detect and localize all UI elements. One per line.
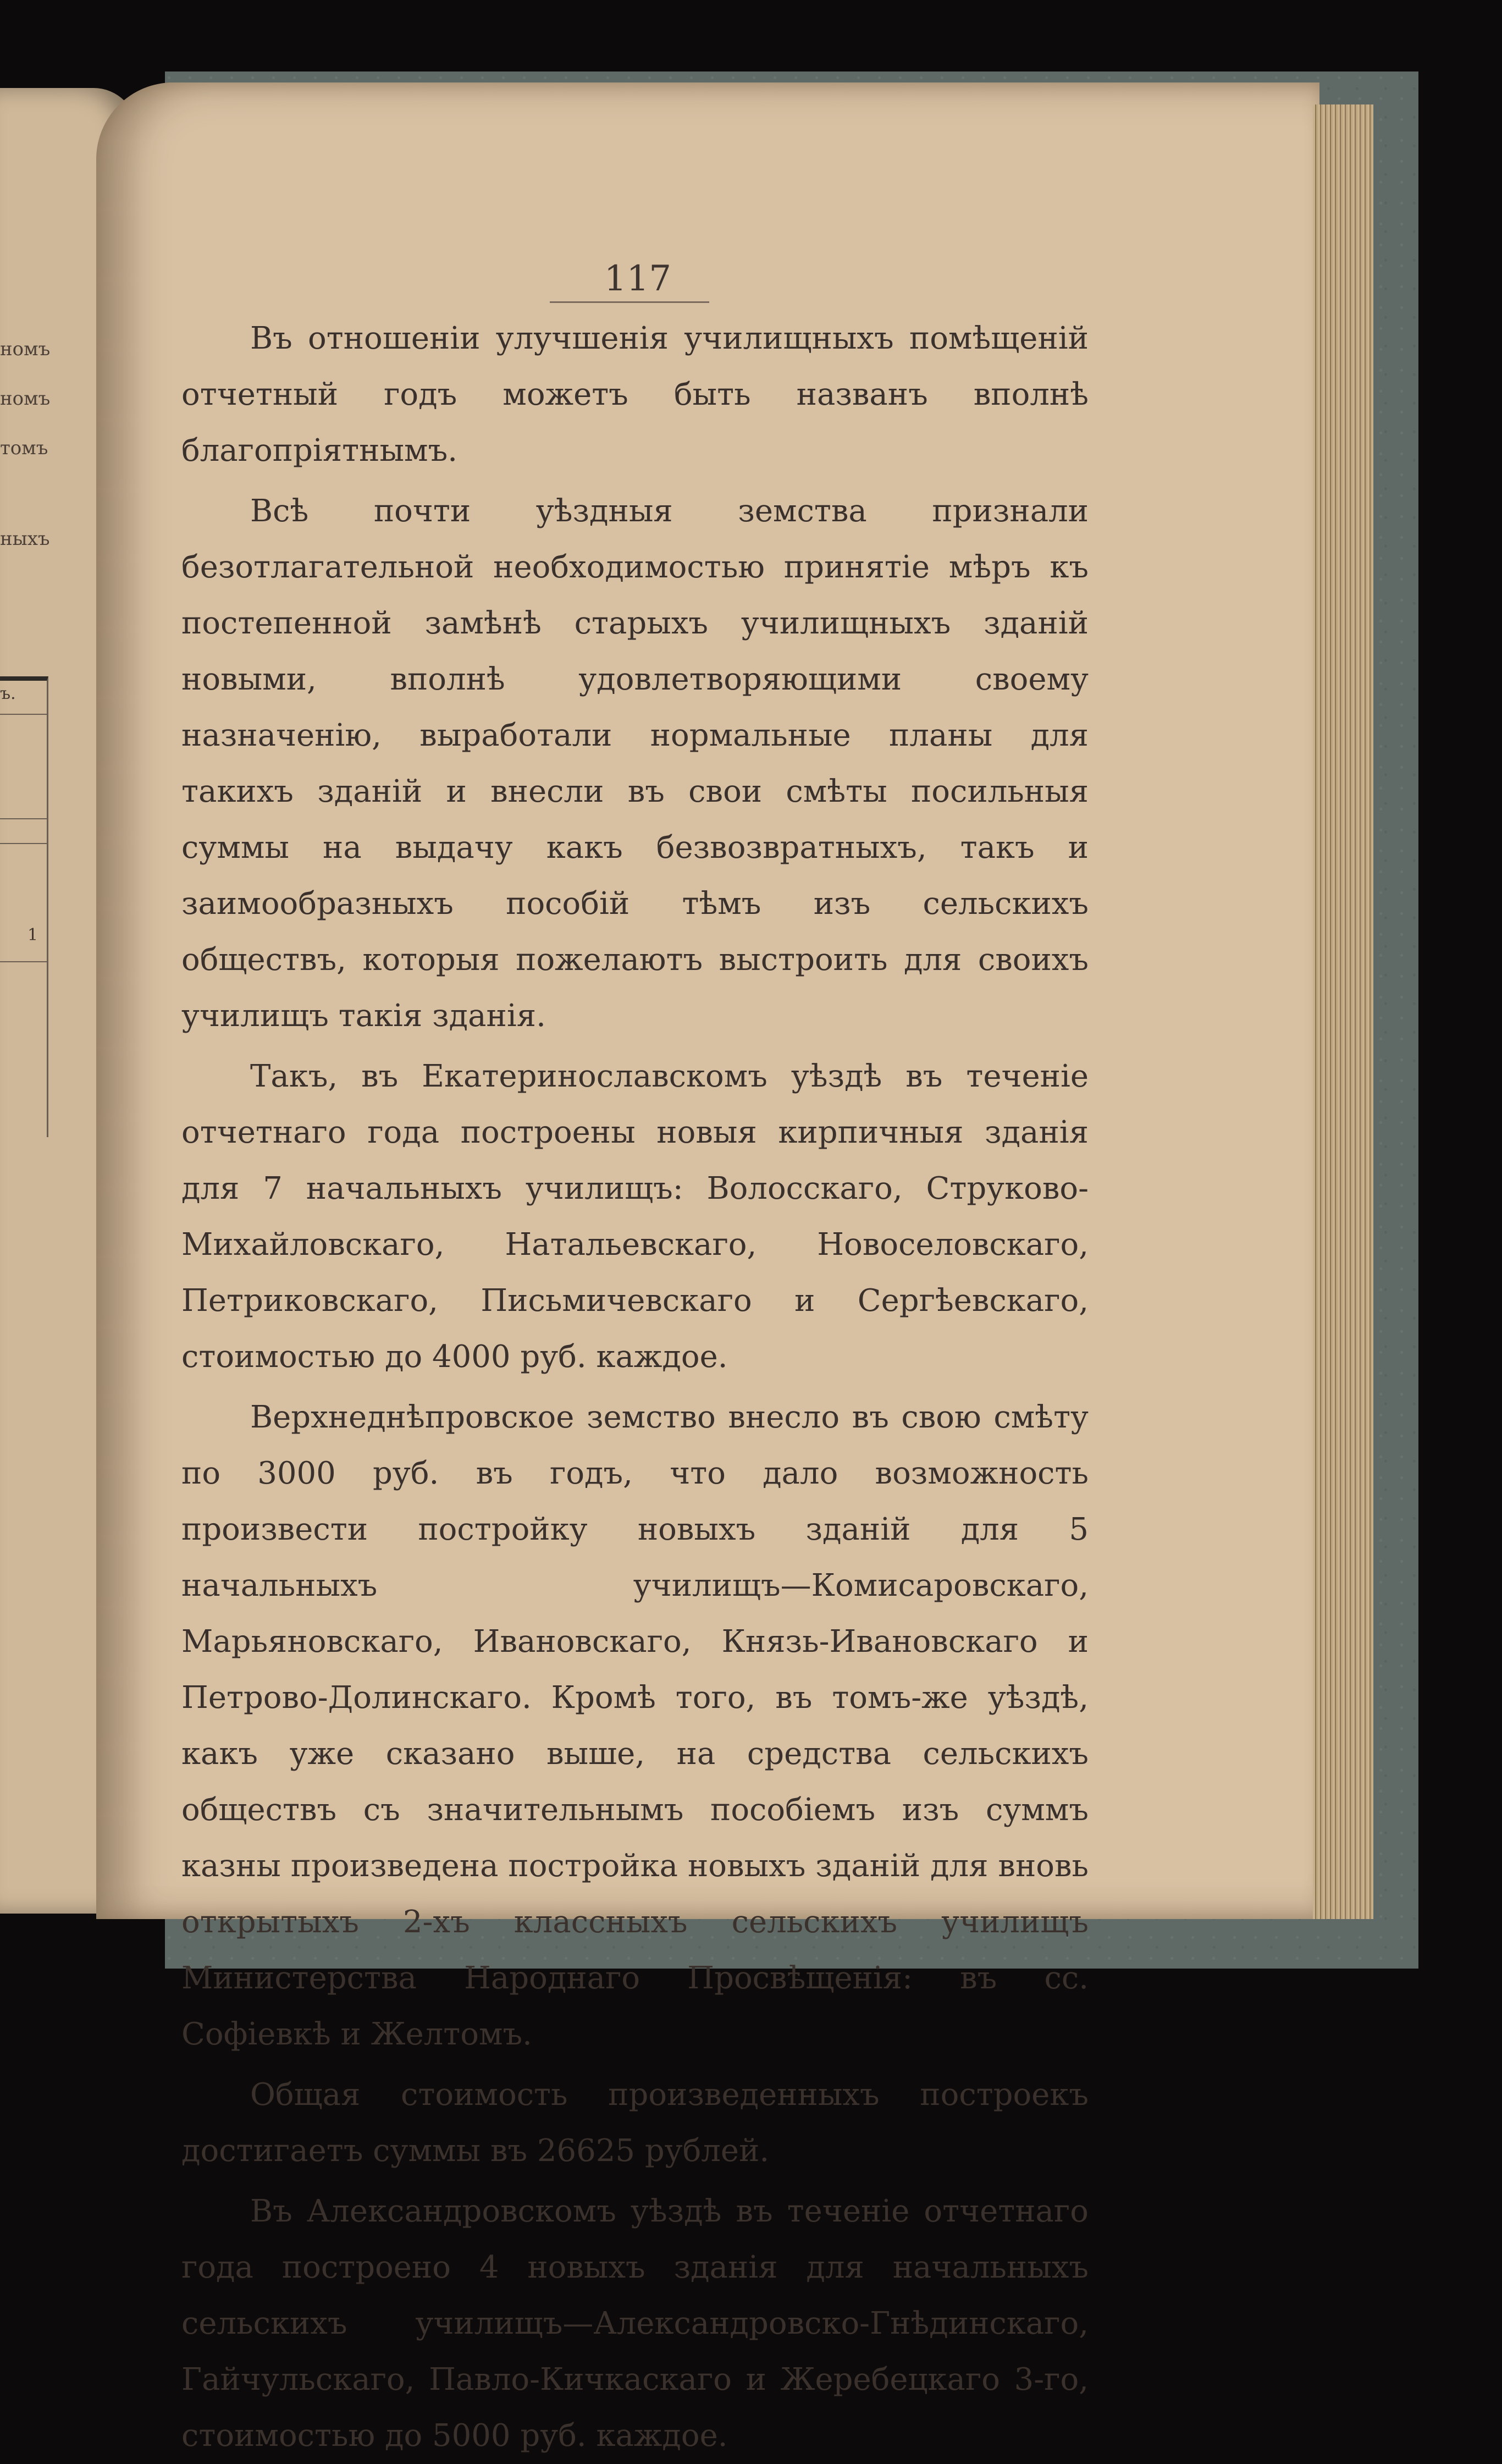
header-rule [550,301,709,303]
paragraph: Въ отношеніи улучшенія училищныхъ помѣщеній отчетный годъ можетъ быть названъ вполнѣ благопріятнымъ. [181,321,1089,468]
table-rule [0,818,47,819]
paragraph: Верхнеднѣпровское земство внесло въ свою смѣту по 3000 руб. въ годъ, что дало возможность произвести постройку новыхъ зданій для 5 начальныхъ училищъ—Комисаровскаго, Марьяновскаго, Ивановскаго, Князь-Ивановскаго и Петрово-Долинскаго. Кромѣ того, въ томъ-же уѣздѣ, какъ уже сказано выше, на средства сельскихъ обществъ съ значительнымъ пособіемъ изъ суммъ казны произведена постройка новыхъ зданій для вновь открытыхъ 2-хъ классныхъ сельскихъ училищъ Министерства Народнаго Просвѣщенія: въ сс. Софіевкѣ и Желтомъ. [181,1399,1089,2052]
paragraph: Такъ, въ Екатеринославскомъ уѣздѣ въ теченіе отчетнаго года построены новыя кирпичныя зданія для 7 начальныхъ училищъ: Волосскаго, Струково-Михайловскаго, Натальевскаго, Новоселовскаго, Петриковскаго, Письмичевскаго и Сергѣевскаго, стоимостью до 4000 руб. каждое. [181,1059,1089,1375]
left-table-number: 1 [27,925,38,945]
left-page-fragment: номъ [0,388,51,410]
page-edges [1313,104,1373,1919]
left-page-fragment: томъ [0,437,48,459]
table-rule [0,843,47,844]
paragraph: Всѣ почти уѣздныя земства признали безотлагательной необходимостью принятіе мѣръ къ постепенной замѣнѣ старыхъ училищныхъ зданій новыми, вполнѣ удовлетворяющими своему назначенію, выработали нормальные планы для такихъ зданій и внесли въ свои смѣты посильныя суммы на выдачу какъ безвозвратныхъ, такъ и заимообразныхъ пособій тѣмъ изъ сельскихъ обществъ, которыя пожелаютъ выстроить для своихъ училищъ такія зданія. [181,493,1089,1034]
left-page-fragment: номъ [0,338,51,360]
paragraph: Въ Александровскомъ уѣздѣ въ теченіе отчетнаго года построено 4 новыхъ зданія для начальныхъ сельскихъ училищъ—Александровско-Гнѣдинскаго, Гайчульскаго, Павло-Кичкаскаго и Жеребецкаго 3-го, стоимостью до 5000 руб. каждое. [181,2193,1089,2454]
left-table-label: ъ. [0,684,16,703]
table-rule [0,961,47,962]
paragraph: Общая стоимость произведенныхъ построекъ достигаетъ суммы въ 26625 рублей. [181,2077,1089,2169]
table-rule [0,714,47,715]
left-page-fragment: ныхъ [0,528,50,550]
body-text [181,311,1089,2464]
page-number: 117 [604,258,672,299]
left-page-table [0,676,48,1137]
